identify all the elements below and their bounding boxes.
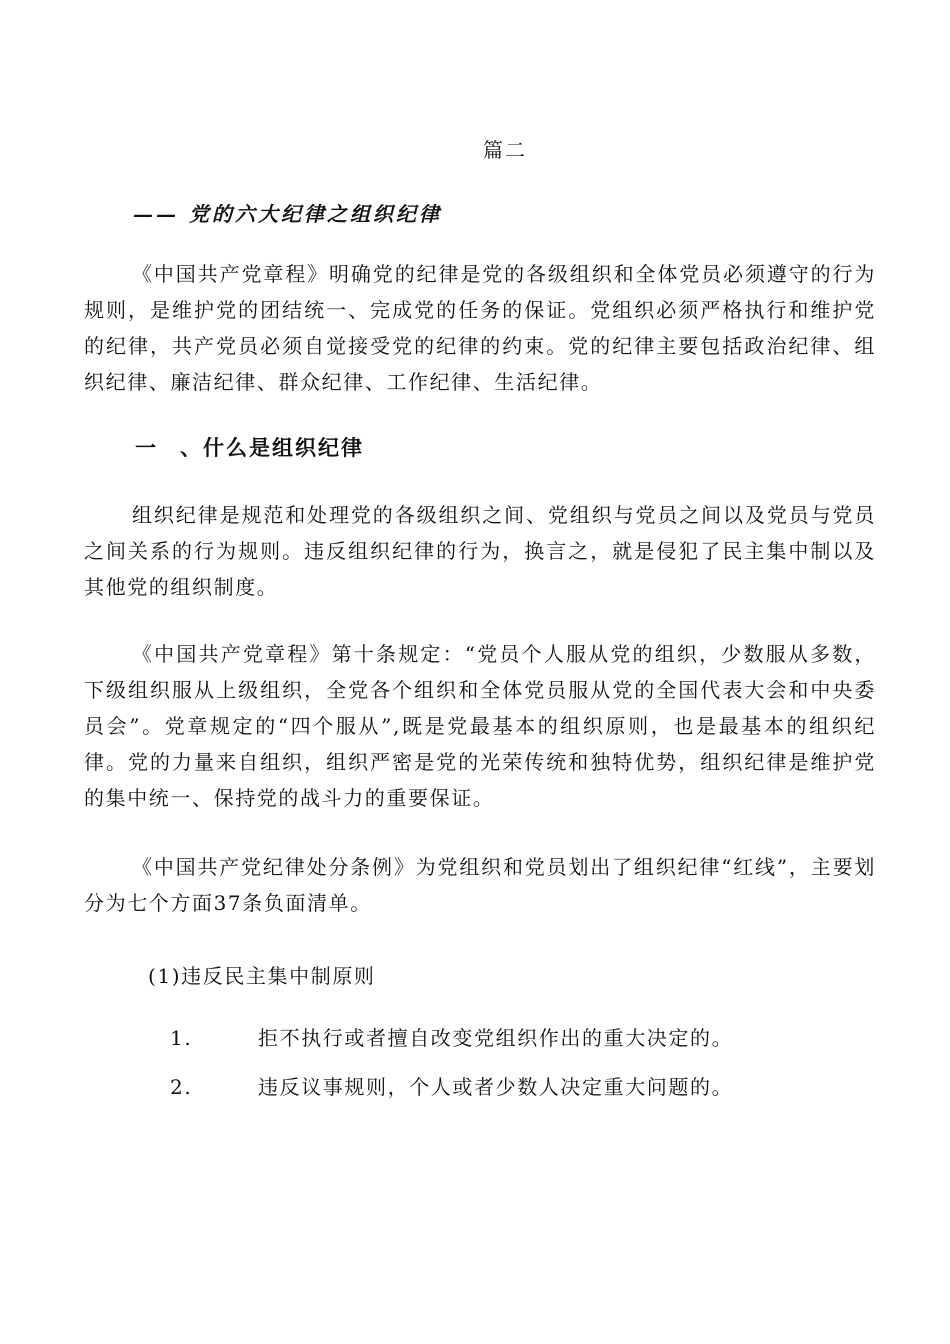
charter-paragraph: 《中国共产党章程》第十条规定：“党员个人服从党的组织，少数服从多数，下级组织服从上级组织，全党各个组织和全体党员服从党的全国代表大会和中央委员会”。党章规定的“四个服从”,既是党最基本的组织原则，也是最基本的组织纪律。党的力量来自组织，组织严密是党的光荣传统和独特优势，组织纪律是维护党的集中统一、保持党的战斗力的重要保证。 [84, 642, 876, 810]
chapter-title: 篇二 [483, 138, 527, 162]
section-number: 一 [135, 436, 158, 460]
list-item-text: 拒不执行或者擅自改变党组织作出的重大决定的。 [258, 1026, 734, 1050]
list-item-number: 1. [170, 1026, 193, 1050]
document-subtitle: —— 党的六大纪律之组织纪律 [133, 202, 442, 226]
section-title: 、什么是组织纪律 [180, 436, 364, 460]
section-heading [135, 432, 364, 462]
definition-paragraph: 组织纪律是规范和处理党的各级组织之间、党组织与党员之间以及党员与党员之间关系的行为规则。违反组织纪律的行为，换言之，就是侵犯了民主集中制以及其他党的组织制度。 [84, 503, 876, 599]
list-item-text: 违反议事规则，个人或者少数人决定重大问题的。 [258, 1075, 734, 1099]
regulation-paragraph: 《中国共产党纪律处分条例》为党组织和党员划出了组织纪律“红线”，主要划分为七个方面37条负面清单。 [84, 855, 876, 915]
list-item [170, 1071, 733, 1100]
intro-paragraph: 《中国共产党章程》明确党的纪律是党的各级组织和全体党员必须遵守的行为规则，是维护党的团结统一、完成党的任务的保证。党组织必须严格执行和维护党的纪律，共产党员必须自觉接受党的纪律的约束。党的纪律主要包括政治纪律、组织纪律、廉洁纪律、群众纪律、工作纪律、生活纪律。 [84, 262, 876, 394]
list-item [170, 1022, 733, 1051]
subsection-heading: (1)违反民主集中制原则 [148, 964, 376, 988]
list-item-number: 2. [170, 1075, 193, 1099]
